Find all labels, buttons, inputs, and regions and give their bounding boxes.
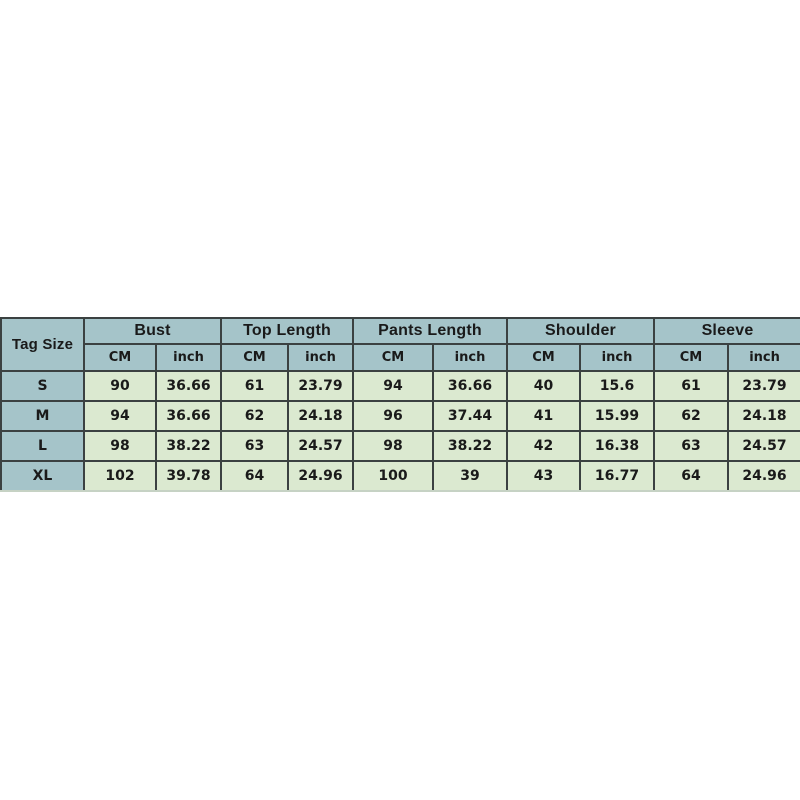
group-header-top-length: Top Length: [221, 318, 353, 344]
cell-xl-top-length-cm: 64: [221, 461, 288, 491]
cell-m-bust-inch: 36.66: [156, 401, 221, 431]
group-header-sleeve: Sleeve: [654, 318, 800, 344]
cell-m-shoulder-cm: 41: [507, 401, 580, 431]
size-label-l: L: [1, 431, 84, 461]
cell-xl-bust-cm: 102: [84, 461, 156, 491]
cell-xl-pants-length-inch: 39: [433, 461, 507, 491]
unit-header-sleeve-inch: inch: [728, 344, 800, 371]
cell-l-pants-length-cm: 98: [353, 431, 433, 461]
unit-header-bust-inch: inch: [156, 344, 221, 371]
cell-s-top-length-cm: 61: [221, 371, 288, 401]
cell-l-top-length-cm: 63: [221, 431, 288, 461]
group-header-shoulder: Shoulder: [507, 318, 654, 344]
cell-l-shoulder-cm: 42: [507, 431, 580, 461]
cell-s-sleeve-inch: 23.79: [728, 371, 800, 401]
table-row-size-s: [1, 371, 800, 401]
cell-s-pants-length-inch: 36.66: [433, 371, 507, 401]
table-row-size-m: [1, 401, 800, 431]
cell-m-sleeve-inch: 24.18: [728, 401, 800, 431]
cell-s-bust-cm: 90: [84, 371, 156, 401]
unit-header-top-length-cm: CM: [221, 344, 288, 371]
cell-s-shoulder-cm: 40: [507, 371, 580, 401]
cell-l-pants-length-inch: 38.22: [433, 431, 507, 461]
table-row-size-xl: [1, 461, 800, 491]
cell-s-pants-length-cm: 94: [353, 371, 433, 401]
cell-m-pants-length-cm: 96: [353, 401, 433, 431]
cell-s-sleeve-cm: 61: [654, 371, 728, 401]
size-chart-table: [0, 317, 800, 492]
unit-header-bust-cm: CM: [84, 344, 156, 371]
cell-m-top-length-cm: 62: [221, 401, 288, 431]
cell-xl-shoulder-cm: 43: [507, 461, 580, 491]
cell-xl-pants-length-cm: 100: [353, 461, 433, 491]
unit-header-shoulder-cm: CM: [507, 344, 580, 371]
cell-m-shoulder-inch: 15.99: [580, 401, 654, 431]
group-header-bust: Bust: [84, 318, 221, 344]
cell-l-sleeve-cm: 63: [654, 431, 728, 461]
unit-header-pants-length-inch: inch: [433, 344, 507, 371]
table-row-size-l: [1, 431, 800, 461]
size-label-xl: XL: [1, 461, 84, 491]
corner-header-tag-size: Tag Size: [1, 318, 84, 371]
cell-m-top-length-inch: 24.18: [288, 401, 353, 431]
cell-xl-sleeve-cm: 64: [654, 461, 728, 491]
cell-xl-bust-inch: 39.78: [156, 461, 221, 491]
cell-l-bust-cm: 98: [84, 431, 156, 461]
unit-header-sleeve-cm: CM: [654, 344, 728, 371]
unit-header-top-length-inch: inch: [288, 344, 353, 371]
cell-xl-sleeve-inch: 24.96: [728, 461, 800, 491]
group-header-pants-length: Pants Length: [353, 318, 507, 344]
cell-s-bust-inch: 36.66: [156, 371, 221, 401]
size-chart-container: [0, 317, 800, 492]
cell-l-top-length-inch: 24.57: [288, 431, 353, 461]
cell-xl-shoulder-inch: 16.77: [580, 461, 654, 491]
cell-l-bust-inch: 38.22: [156, 431, 221, 461]
header-group-row: [1, 318, 800, 344]
header-unit-row: [1, 344, 800, 371]
cell-xl-top-length-inch: 24.96: [288, 461, 353, 491]
cell-l-shoulder-inch: 16.38: [580, 431, 654, 461]
cell-m-pants-length-inch: 37.44: [433, 401, 507, 431]
cell-s-top-length-inch: 23.79: [288, 371, 353, 401]
unit-header-shoulder-inch: inch: [580, 344, 654, 371]
cell-l-sleeve-inch: 24.57: [728, 431, 800, 461]
size-label-m: M: [1, 401, 84, 431]
cell-m-sleeve-cm: 62: [654, 401, 728, 431]
cell-s-shoulder-inch: 15.6: [580, 371, 654, 401]
unit-header-pants-length-cm: CM: [353, 344, 433, 371]
size-label-s: S: [1, 371, 84, 401]
cell-m-bust-cm: 94: [84, 401, 156, 431]
